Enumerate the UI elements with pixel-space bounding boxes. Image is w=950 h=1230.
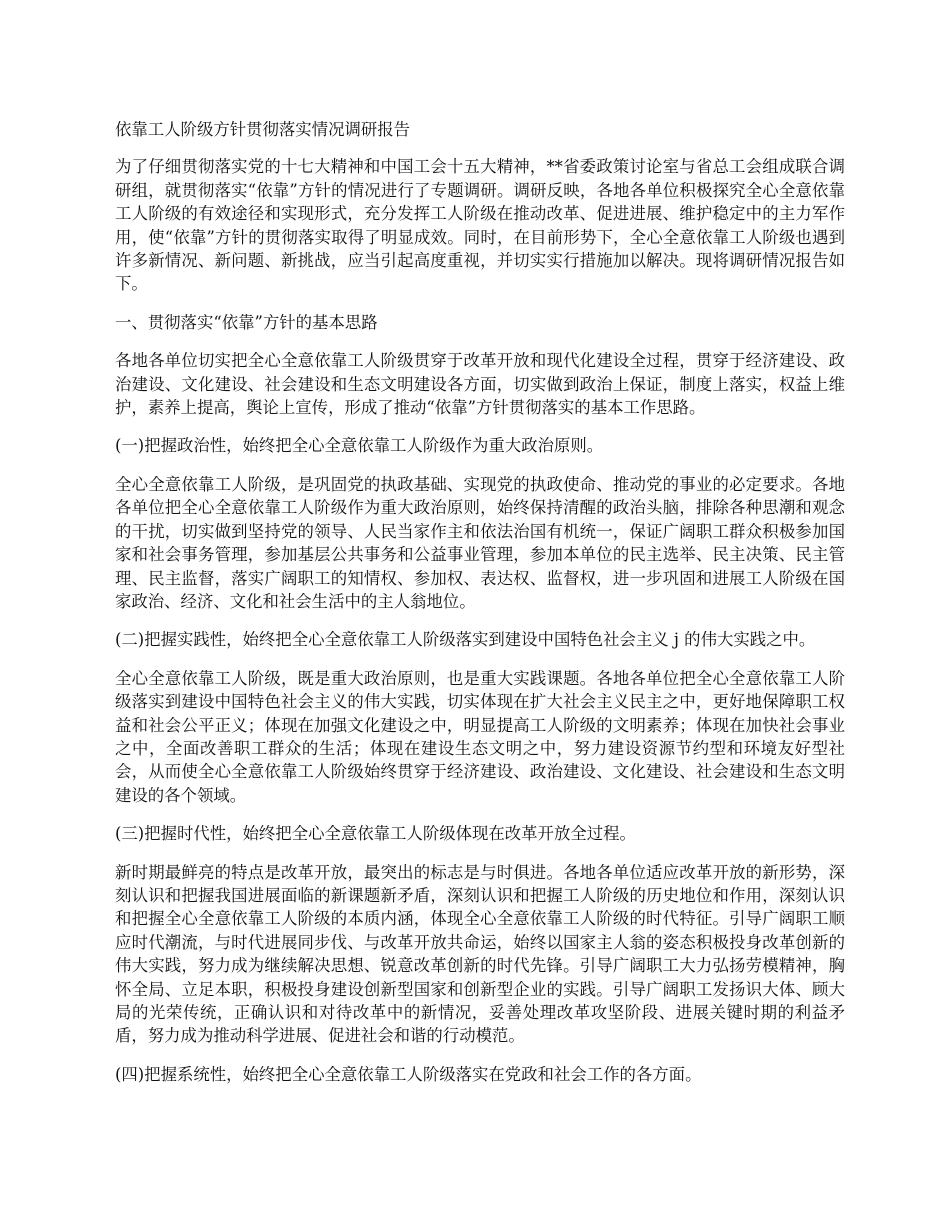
body-paragraph: 全心全意依靠工人阶级，是巩固党的执政基础、实现党的执政使命、推动党的事业的必定要求。各地各单位把全心全意依靠工人阶级作为重大政治原则，始终保持清醒的政治头脑，排除各种思潮和观念的干扰，切实做到坚持党的领导、人民当家作主和依法治国有机统一，保证广阔职工群众积极参加国家和社会事务管理，参加基层公共事务和公益事业管理，参加本单位的民主选举、民主决策、民主管理、民主监督，落实广阔职工的知情权、参加权、表达权、监督权，进一步巩固和进展工人阶级在国家政治、经济、文化和社会生活中的主人翁地位。 [115, 474, 845, 611]
subsection-heading-2: (二)把握实践性，始终把全心全意依靠工人阶级落实到建设中国特色社会主义 j 的伟大实践之中。 [115, 630, 816, 650]
subsection-heading-4: (四)把握系统性，始终把全心全意依靠工人阶级落实在党政和社会工作的各方面。 [115, 1064, 702, 1084]
body-paragraph: 全心全意依靠工人阶级，既是重大政治原则，也是重大实践课题。各地各单位把全心全意依靠工人阶级落实到建设中国特色社会主义的伟大实践，切实体现在扩大社会主义民主之中，更好地保障职工权益和社会公平正义；体现在加强文化建设之中，明显提高工人阶级的文明素养；体现在加快社会事业之中，全面改善职工群众的生活；体现在建设生态文明之中，努力建设资源节约型和环境友好型社会，从而使全心全意依靠工人阶级始终贯穿于经济建设、政治建设、文化建设、社会建设和生态文明建设的各个领域。 [115, 668, 845, 805]
body-paragraph: 各地各单位切实把全心全意依靠工人阶级贯穿于改革开放和现代化建设全过程，贯穿于经济建设、政治建设、文化建设、社会建设和生态文明建设各方面，切实做到政治上保证，制度上落实，权益上维护，素养上提高，舆论上宣传，形成了推动“依靠”方针贯彻落实的基本工作思路。 [115, 351, 845, 418]
body-paragraph: 新时期最鲜亮的特点是改革开放，最突出的标志是与时俱进。各地各单位适应改革开放的新形势，深刻认识和把握我国进展面临的新课题新矛盾，深刻认识和把握工人阶级的历史地位和作用，深刻认识和把握全心全意依靠工人阶级的本质内涵，体现全心全意依靠工人阶级的时代特征。引导广阔职工顺应时代潮流，与时代进展同步伐、与改革开放共命运，始终以国家主人翁的姿态积极投身改革创新的伟大实践，努力成为继续解决思想、锐意改革创新的时代先锋。引导广阔职工大力弘扬劳模精神，胸怀全局、立足本职，积极投身建设创新型国家和创新型企业的实践。引导广阔职工发扬识大体、顾大局的光荣传统，正确认识和对待改革中的新情况，妥善处理改革攻坚阶段、进展关键时期的利益矛盾，努力成为推动科学进展、促进社会和谐的行动模范。 [115, 862, 845, 1046]
subsection-heading-1: (一)把握政治性，始终把全心全意依靠工人阶级作为重大政治原则。 [115, 436, 604, 456]
intro-paragraph: 为了仔细贯彻落实党的十七大精神和中国工会十五大精神，**省委政策讨论室与省总工会组成联合调研组，就贯彻落实“依靠”方针的情况进行了专题调研。调研反映，各地各单位积极探究全心全意依靠工人阶级的有效途径和实现形式，充分发挥工人阶级在推动改革、促进进展、维护稳定中的主力军作用，使“依靠”方针的贯彻落实取得了明显成效。同时，在目前形势下，全心全意依靠工人阶级也遇到许多新情况、新问题、新挑战，应当引起高度重视，并切实实行措施加以解决。现将调研情况报告如下。 [115, 157, 845, 294]
document-title: 依靠工人阶级方针贯彻落实情况调研报告 [115, 120, 411, 139]
section-heading-1: 一、贯彻落实“依靠”方针的基本思路 [115, 312, 378, 332]
document-page [115, 118, 845, 1101]
subsection-heading-3: (三)把握时代性，始终把全心全意依靠工人阶级体现在改革开放全过程。 [115, 824, 636, 844]
